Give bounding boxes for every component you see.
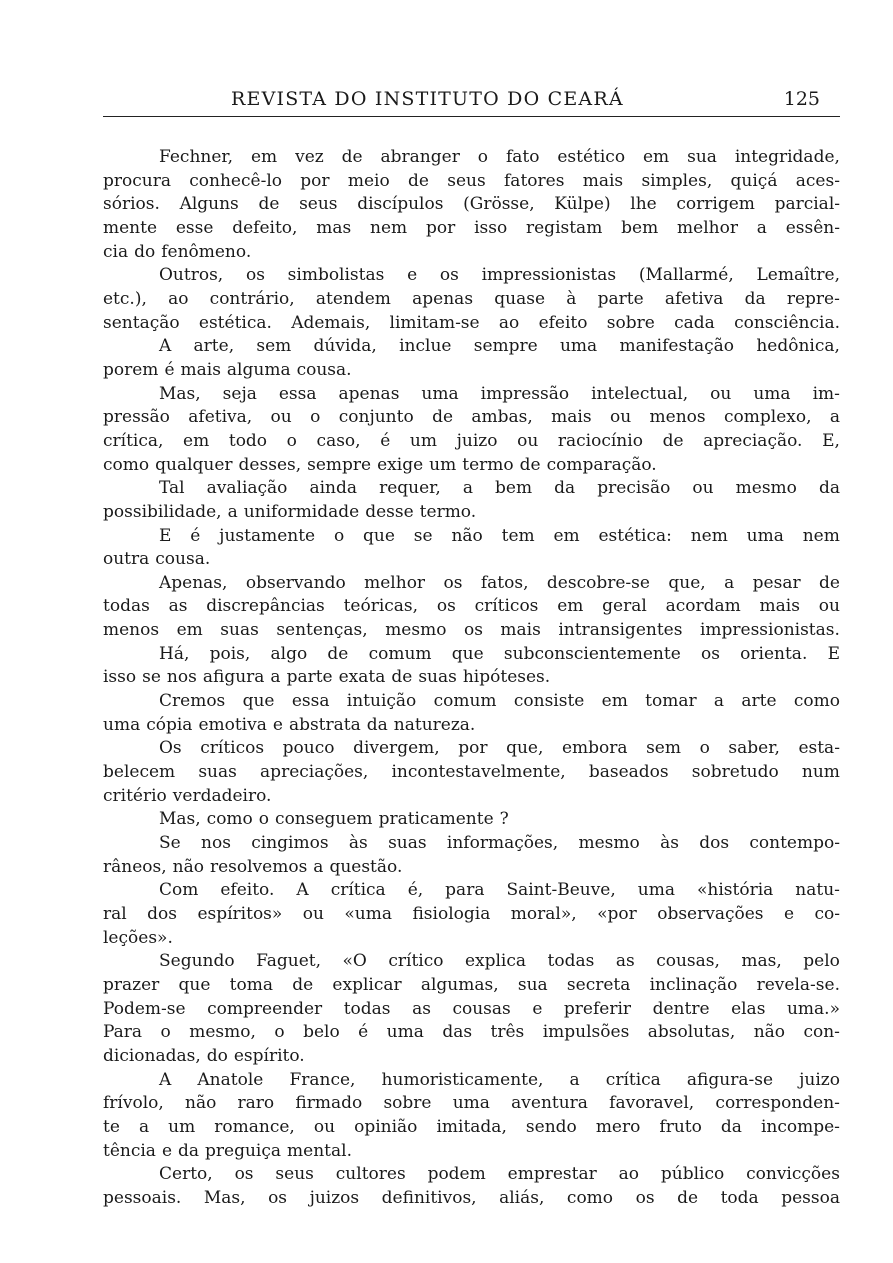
text-line: râneos, não resolvemos a questão. bbox=[103, 856, 403, 877]
text-line: E é justamente o que se não tem em estética: nem uma nem bbox=[159, 525, 840, 546]
text-line: A Anatole France, humoristicamente, a crítica afigura-se juizo bbox=[159, 1069, 840, 1090]
page-number: 125 bbox=[783, 88, 820, 110]
text-line: Outros, os simbolistas e os impressionistas (Mallarmé, Lemaître, bbox=[159, 265, 840, 286]
text-line: outra cousa. bbox=[103, 549, 211, 570]
body-text bbox=[103, 146, 840, 1211]
text-line: Cremos que essa intuição comum consiste em tomar a arte como bbox=[159, 691, 840, 712]
text-line: frívolo, não raro firmado sobre uma aventura favoravel, corresponden- bbox=[103, 1093, 840, 1114]
text-line: Os críticos pouco divergem, por que, embora sem o saber, esta- bbox=[159, 738, 840, 759]
text-line: Apenas, observando melhor os fatos, descobre-se que, a pesar de bbox=[159, 572, 840, 593]
text-line: como qualquer desses, sempre exige um termo de comparação. bbox=[103, 454, 657, 475]
text-line: sórios. Alguns de seus discípulos (Grösse, Külpe) lhe corrigem parcial- bbox=[103, 194, 840, 215]
text-line: A arte, sem dúvida, inclue sempre uma manifestação hedônica, bbox=[159, 336, 840, 357]
text-line: etc.), ao contrário, atendem apenas quase à parte afetiva da repre- bbox=[103, 288, 840, 309]
text-line: dicionadas, do espírito. bbox=[103, 1045, 305, 1066]
text-line: Fechner, em vez de abranger o fato estético em sua integridade, bbox=[159, 147, 840, 167]
text-line: belecem suas apreciações, incontestavelmente, baseados sobretudo num bbox=[103, 762, 840, 783]
text-line: crítica, em todo o caso, é um juizo ou raciocínio de apreciação. E, bbox=[103, 430, 840, 451]
journal-title: REVISTA DO INSTITUTO DO CEARÁ bbox=[231, 88, 624, 110]
text-line: Segundo Faguet, «O crítico explica todas as cousas, mas, pelo bbox=[159, 951, 840, 972]
text-line: Mas, como o conseguem praticamente ? bbox=[159, 809, 509, 830]
text-line: Tal avaliação ainda requer, a bem da precisão ou mesmo da bbox=[159, 478, 840, 499]
text-line: Mas, seja essa apenas uma impressão intelectual, ou uma im- bbox=[159, 383, 840, 404]
text-line: cia do fenômeno. bbox=[103, 241, 252, 262]
text-line: pessoais. Mas, os juizos definitivos, aliás, como os de toda pessoa bbox=[103, 1187, 840, 1208]
text-line: menos em suas sentenças, mesmo os mais intransigentes impressionistas. bbox=[103, 620, 840, 641]
text-line: uma cópia emotiva e abstrata da natureza. bbox=[103, 714, 476, 735]
text-line: tência e da preguiça mental. bbox=[103, 1140, 352, 1161]
text-line: procura conhecê-lo por meio de seus fatores mais simples, quiçá aces- bbox=[103, 170, 840, 191]
text-line: Com efeito. A crítica é, para Saint-Beuve, uma «história natu- bbox=[159, 880, 840, 901]
text-line: Para o mesmo, o belo é uma das três impulsões absolutas, não con- bbox=[103, 1022, 840, 1043]
text-line: porem é mais alguma cousa. bbox=[103, 359, 352, 380]
text-line: Certo, os seus cultores podem emprestar ao público convicções bbox=[159, 1164, 840, 1185]
text-line: critério verdadeiro. bbox=[103, 785, 272, 806]
text-line: isso se nos afigura a parte exata de suas hipóteses. bbox=[103, 667, 551, 688]
text-line: sentação estética. Ademais, limitam-se ao efeito sobre cada consciência. bbox=[103, 312, 840, 333]
text-line: todas as discrepâncias teóricas, os críticos em geral acordam mais ou bbox=[103, 596, 840, 617]
text-line: possibilidade, a uniformidade desse termo. bbox=[103, 501, 477, 522]
text-line: leções». bbox=[103, 927, 173, 948]
text-line: Podem-se compreender todas as cousas e preferir dentre elas uma.» bbox=[103, 998, 840, 1019]
text-line: prazer que toma de explicar algumas, sua secreta inclinação revela-se. bbox=[103, 974, 840, 995]
text-line: Há, pois, algo de comum que subconscientemente os orienta. E bbox=[159, 643, 840, 664]
text-line: pressão afetiva, ou o conjunto de ambas, mais ou menos complexo, a bbox=[103, 407, 840, 428]
text-line: te a um romance, ou opinião imitada, sendo mero fruto da incompe- bbox=[103, 1116, 840, 1137]
text-line: Se nos cingimos às suas informações, mesmo às dos contempo- bbox=[159, 833, 840, 854]
running-header bbox=[103, 86, 840, 117]
text-line: mente esse defeito, mas nem por isso registam bem melhor a essên- bbox=[103, 217, 840, 238]
text-line: ral dos espíritos» ou «uma fisiologia moral», «por observações e co- bbox=[103, 904, 840, 924]
